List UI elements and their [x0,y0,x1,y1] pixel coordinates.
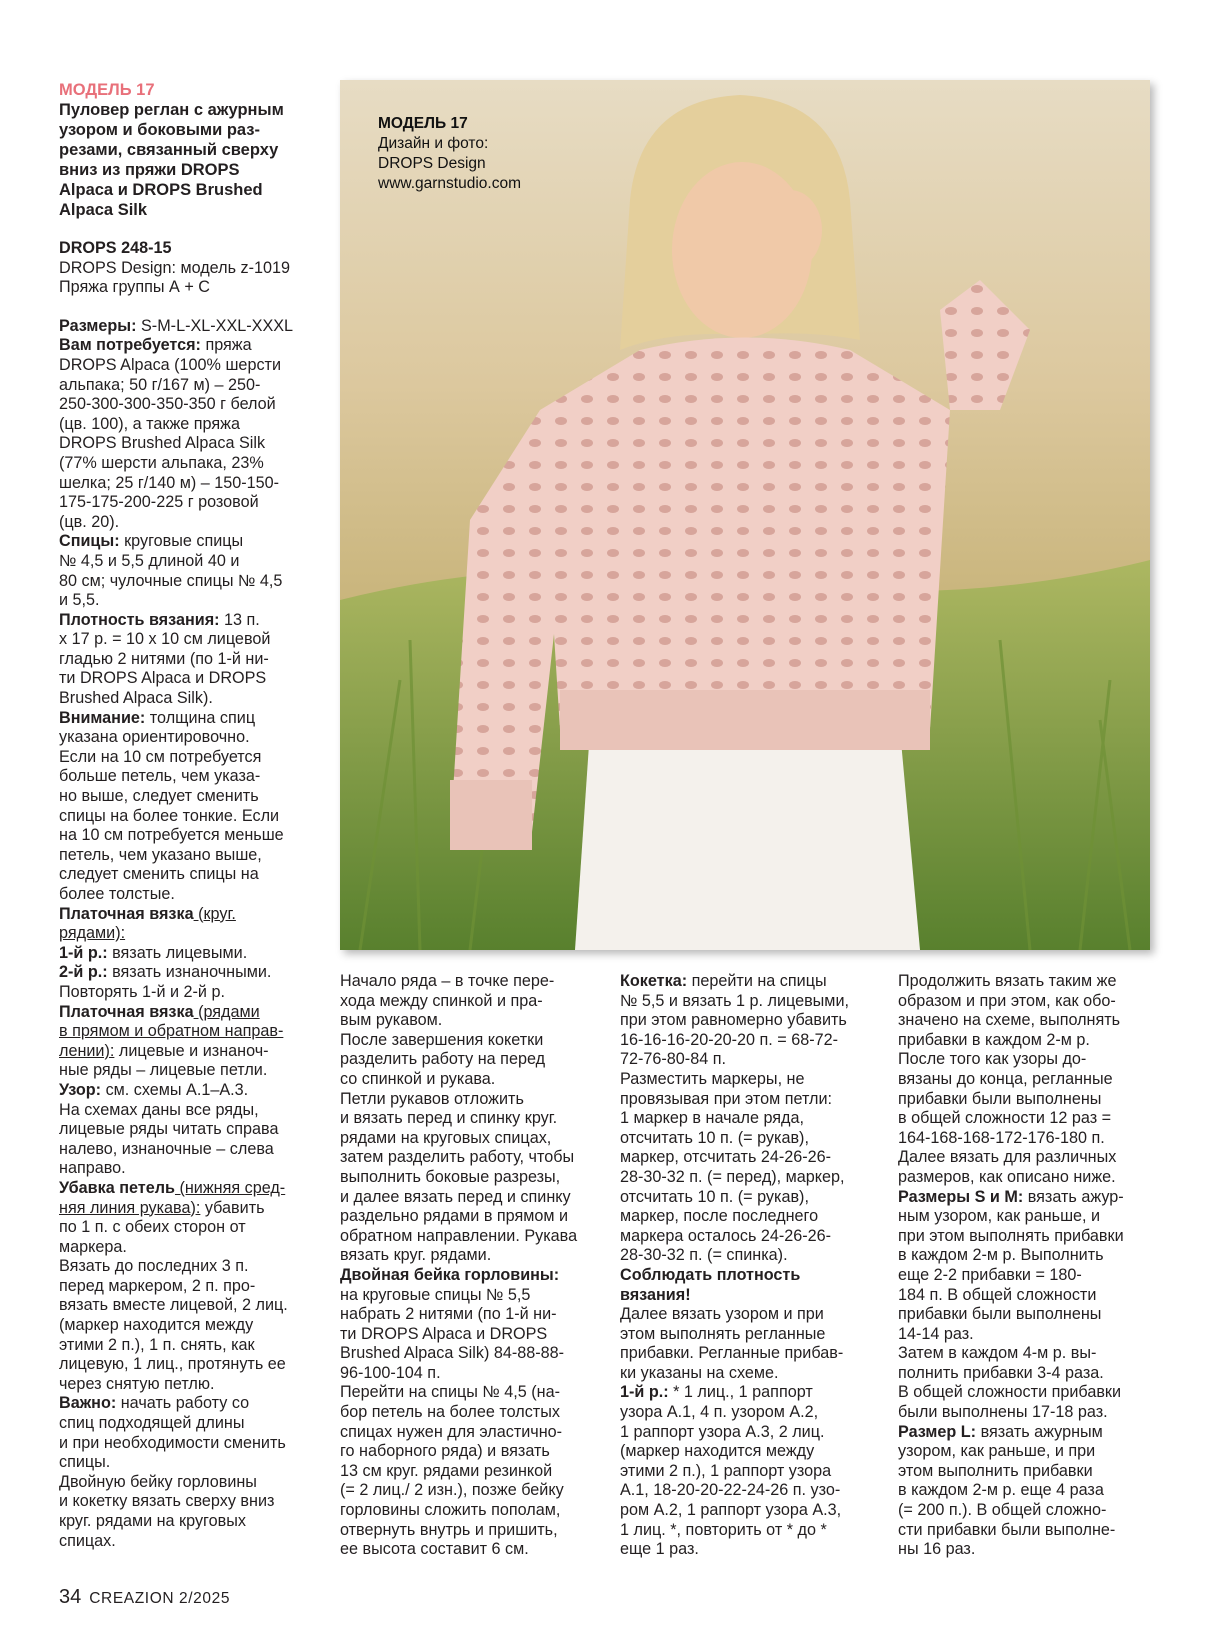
text-line: Разместить маркеры, не [620,1069,805,1088]
text-line: спиц подходящей длины [59,1414,245,1433]
text-line: еще 2-2 прибавки = 180- [898,1265,1082,1284]
left-column [59,80,321,1551]
text-line: указана ориентировочно. [59,728,250,747]
text-line: лицевые и изнаноч- [114,1041,269,1060]
decrease-label: Убавка петель [59,1178,175,1197]
text-line: в прямом и обратном направ- [59,1022,284,1041]
sizes-value: S-M-L-XL-XXL-XXXL [136,316,294,335]
text-line: размеров, как описано ниже. [898,1167,1116,1186]
text-line: спицы. [59,1453,111,1472]
text-line: Двойную бейку горловины [59,1472,257,1491]
text-line: (маркер находится между [620,1442,815,1461]
text-line: го наборного ряда) и вязать [340,1442,550,1461]
text-line: провязывая при этом петли: [620,1089,833,1108]
credit-line: www.garnstudio.com [378,175,522,192]
text-line: (= 2 лиц./ 2 изн.), позже бейку [340,1481,564,1500]
cuff-ribbing [450,780,532,850]
text-line: ее высота составит 6 см. [340,1540,529,1559]
text-line: (нижняя сред- [174,1178,286,1197]
text-line: узора А.1, 4 п. узором А.2, [620,1403,819,1422]
text-line: 184 п. В общей сложности [898,1285,1097,1304]
sweater [540,338,950,746]
text-line: отсчитать 10 п. (= рукав), [620,1187,809,1206]
text-line: сти прибавки были выполне- [898,1520,1116,1539]
text-line: На схемах даны все ряды, [59,1100,259,1119]
text-line: Начало ряда – в точке пере- [340,972,555,990]
text-line: прибавки были выполнены [898,1089,1102,1108]
text-line: направо. [59,1159,126,1178]
text-line: прибавки в каждом 2-м р. [898,1030,1090,1049]
text-line: см. схемы А.1–А.3. [101,1080,249,1099]
text-line: на 10 см потребуется меньше [59,826,284,845]
row-label: 1-й р.: [620,1383,669,1402]
text-line: (= 200 п.). В общей сложно- [898,1501,1107,1520]
text-line: DROPS Alpaca (100% шерсти [59,355,281,374]
yarn-group: Пряжа группы А + С [59,278,210,297]
text-line: круг. рядами на круговых [59,1512,246,1530]
text-line: были выполнены 17-18 раз. [898,1403,1108,1422]
text-line: № 5,5 и вязать 1 р. лицевыми, [620,991,849,1010]
trousers [575,730,920,950]
photo-illustration [340,80,1150,950]
title-line: Alpaca Silk [59,201,148,219]
text-line: № 4,5 и 5,5 длиной 40 и [59,551,240,570]
needles-label: Спицы: [59,532,120,551]
text-line: отсчитать 10 п. (= рукав), [620,1128,809,1147]
text-line: перейти на спицы [687,972,827,990]
page-footer [59,1586,230,1609]
text-line: этом выполнять регланные [620,1324,826,1343]
text-line: в общей сложности 12 раз = [898,1109,1112,1128]
model-label: МОДЕЛЬ 17 [59,81,155,99]
text-line: горловины сложить пополам, [340,1501,561,1520]
text-line: маркера. [59,1237,127,1256]
design-info: DROPS Design: модель z-1019 [59,258,291,277]
text-line: этими 2 п.), 1 п. снять, как [59,1335,255,1354]
gauge-label: Плотность вязания: [59,610,220,629]
text-line: шелка; 25 г/140 м) – 150-150- [59,473,280,492]
keep-gauge-label: вязания! [620,1285,691,1304]
article-title [59,100,321,220]
text-line: и при необходимости сменить [59,1433,286,1452]
pattern-code: DROPS 248-15 [59,239,172,257]
text-line: 96-100-104 п. [340,1363,441,1382]
text-line: 13 см круг. рядами резинкой [340,1461,553,1480]
text-line: петель, чем указано выше, [59,845,262,864]
attention-label: Внимание: [59,708,146,727]
text-line: и вязать перед и спинку круг. [340,1109,558,1128]
text-line: при этом равномерно убавить [620,1011,847,1030]
text-line: маркера осталось 24-26-26- [620,1226,832,1245]
text-line: раздельно рядами в прямом и [340,1207,569,1226]
text-line: В общей сложности прибавки [898,1383,1122,1402]
text-line: выполнить боковые разрезы, [340,1167,561,1186]
text-line: вым рукавом. [340,1011,443,1030]
pattern-label: Узор: [59,1080,102,1099]
text-line: альпака; 50 г/167 м) – 250- [59,375,261,394]
title-line: узором и боковыми раз- [59,121,260,139]
text-line: спицах. [59,1531,116,1550]
title-line: Alpaca и DROPS Brushed [59,181,263,199]
text-line: 1 лиц. *, повторить от * до * [620,1520,827,1539]
text-line: значено на схеме, выполнять [898,1011,1121,1030]
text-line: гладью 2 нитями (по 1-й ни- [59,649,269,668]
text-line: Вязать до последних 3 п. [59,1257,249,1276]
text-line: прибавки были выполнены [898,1305,1102,1324]
model-photo [340,80,1150,950]
text-line: на круговые спицы № 5,5 [340,1285,531,1304]
photo-credit [378,114,521,194]
text-line: еще 1 раз. [620,1540,699,1559]
keep-gauge-label: Соблюдать плотность [620,1265,801,1284]
text-line: круговые спицы [119,532,244,551]
text-line: больше петель, чем указа- [59,767,261,786]
text-line: и далее вязать перед и спинку [340,1187,571,1206]
text-line: но выше, следует сменить [59,787,259,806]
text-line: вязать вместе лицевой, 2 лиц. [59,1296,288,1315]
text-line: ные ряды – лицевые петли. [59,1061,268,1080]
text-line: образом и при этом, как обо- [898,991,1116,1010]
text-line: рядами): [59,924,126,943]
title-line: вниз из пряжи DROPS [59,161,240,179]
text-line: ром А.2, 1 раппорт узора А.3, [620,1501,842,1520]
text-line: 28-30-32 п. (= спинка). [620,1246,788,1265]
text-line: (77% шерсти альпака, 23% [59,453,264,472]
text-line: отвернуть внутрь и пришить, [340,1520,558,1539]
row-label: 2-й р.: [59,963,108,982]
yoke-label: Кокетка: [620,972,688,990]
text-line: по 1 п. с обеих сторон от [59,1218,246,1237]
text-line: Далее вязать для различных [898,1148,1117,1167]
credit-line: МОДЕЛЬ 17 [378,115,468,132]
important-label: Важно: [59,1394,117,1413]
text-line: рядами на круговых спицах, [340,1128,552,1147]
text-line: маркер, после последнего [620,1207,819,1226]
title-line: Пуловер реглан с ажурным [59,101,284,119]
text-line: лицевые ряды читать справа [59,1120,279,1139]
text-line: обратном направлении. Рукава [340,1226,578,1245]
sweater-ribbing [560,690,930,750]
text-line: при этом выполнять прибавки [898,1226,1124,1245]
text-line: набрать 2 нитями (по 1-й ни- [340,1305,557,1324]
text-line: бор петель на более толстых [340,1403,560,1422]
text-line: вязать лицевыми. [107,943,248,962]
text-line: в каждом 2-м р. еще 4 раза [898,1481,1104,1500]
text-line: А.1, 18-20-20-22-24-26 п. узо- [620,1481,841,1500]
text-line: спицы на более тонкие. Если [59,806,280,825]
text-line: 1 раппорт узора А.3, 2 лиц. [620,1422,825,1441]
text-line: вязать изнаночными. [107,963,272,982]
credit-line: DROPS Design [378,155,486,172]
text-line: 72-76-80-84 п. [620,1050,726,1069]
text-line: более толстые. [59,885,175,903]
text-line: Перейти на спицы № 4,5 (на- [340,1383,560,1402]
text-line: (маркер находится между [59,1316,254,1335]
text-line: пряжа [200,336,252,355]
text-line: ки указаны на схеме. [620,1363,779,1382]
text-line: (круг. [193,904,236,923]
text-line: толщина спиц [145,708,256,727]
text-line: вязать ажурным [976,1422,1103,1441]
column-3 [620,972,882,1560]
text-line: Продолжить вязать таким же [898,972,1117,990]
column-2 [340,972,595,1560]
text-line: в каждом 2-м р. Выполнить [898,1246,1104,1265]
text-line: 14-14 раз. [898,1324,974,1343]
text-line: х 17 р. = 10 х 10 см лицевой [59,630,271,649]
text-line: Brushed Alpaca Silk) 84-88-88- [340,1344,565,1363]
text-line: полнить прибавки 3-4 раза. [898,1363,1104,1382]
magazine-name: CREAZION 2/2025 [89,1590,231,1607]
text-line: няя линия рукава): [59,1198,201,1217]
need-label: Вам потребуется: [59,336,201,355]
row-label: 1-й р.: [59,943,108,962]
text-line: 13 п. [219,610,260,629]
text-line: и 5,5. [59,591,100,610]
text-line: ным узором, как раньше, и [898,1207,1101,1226]
text-line: (цв. 100), а также пряжа [59,414,240,433]
text-line: вязаны до конца, регланные [898,1069,1113,1088]
text-line: налево, изнаночные – слева [59,1139,274,1158]
text-line: 16-16-16-20-20-20 п. = 68-72- [620,1030,838,1049]
text-line: Петли рукавов отложить [340,1089,524,1108]
text-line: 80 см; чулочные спицы № 4,5 [59,571,283,590]
text-line: затем разделить работу, чтобы [340,1148,575,1167]
hand [758,190,822,270]
text-line: вязать ажур- [1023,1187,1124,1206]
sizes [59,317,321,337]
text-line: через снятую петлю. [59,1374,215,1393]
text-line: * 1 лиц., 1 раппорт [668,1383,813,1402]
text-line: ны 16 раз. [898,1540,976,1559]
text-line: После того как узоры до- [898,1050,1087,1069]
text-line: Затем в каждом 4-м р. вы- [898,1344,1097,1363]
text-line: (цв. 20). [59,512,120,531]
text-line: разделить работу на перед [340,1050,546,1069]
text-line: спицах нужен для эластично- [340,1422,563,1441]
text-line: ти DROPS Alpaca и DROPS [59,669,267,688]
text-line: перед маркером, 2 п. про- [59,1276,256,1295]
text-line: 164-168-168-172-176-180 п. [898,1128,1105,1147]
credit-line: Дизайн и фото: [378,135,489,152]
text-line: и кокетку вязать сверху вниз [59,1492,275,1511]
text-line: 175-175-200-225 г розовой [59,493,259,512]
size-l-label: Размер L: [898,1422,977,1441]
text-line: этом выполнить прибавки [898,1461,1093,1480]
text-line: лицевую, 1 лиц., протянуть ее [59,1355,286,1374]
garter-label: Платочная вязка [59,1002,194,1021]
text-line: со спинкой и рукава. [340,1069,496,1088]
text-line: прибавки. Регланные прибав- [620,1344,844,1363]
text-line: этими 2 п.), 1 раппорт узора [620,1461,832,1480]
page-number: 34 [59,1586,82,1608]
text-line: 250-300-300-350-350 г белой [59,395,276,414]
column-4 [898,972,1160,1560]
text-line: начать работу со [116,1394,250,1413]
text-line: Brushed Alpaca Silk). [59,689,213,708]
text-line: Если на 10 см потребуется [59,747,262,766]
text-line: ти DROPS Alpaca и DROPS [340,1324,548,1343]
need-line [59,336,321,356]
text-line: 1 маркер в начале ряда, [620,1109,804,1128]
sizes-label: Размеры: [59,316,137,335]
neckband-label: Двойная бейка горловины: [340,1265,560,1284]
text-line: После завершения кокетки [340,1030,544,1049]
text-line: Далее вязать узором и при [620,1305,824,1324]
text-line: 28-30-32 п. (= перед), маркер, [620,1167,845,1186]
text-line: убавить [200,1198,265,1217]
text-line: лении): [59,1041,115,1060]
text-line: (рядами [193,1002,260,1021]
title-line: резами, связанный сверху [59,141,279,159]
text-line: узором, как раньше, и при [898,1442,1096,1461]
text-line: вязать круг. рядами. [340,1246,492,1265]
text-line: следует сменить спицы на [59,865,259,884]
sizes-sm-label: Размеры S и M: [898,1187,1024,1206]
text-line: Повторять 1-й и 2-й р. [59,982,225,1001]
text-line: хода между спинкой и пра- [340,991,543,1010]
text-line: маркер, отсчитать 24-26-26- [620,1148,832,1167]
garter-label: Платочная вязка [59,904,194,923]
text-line: DROPS Brushed Alpaca Silk [59,434,266,453]
